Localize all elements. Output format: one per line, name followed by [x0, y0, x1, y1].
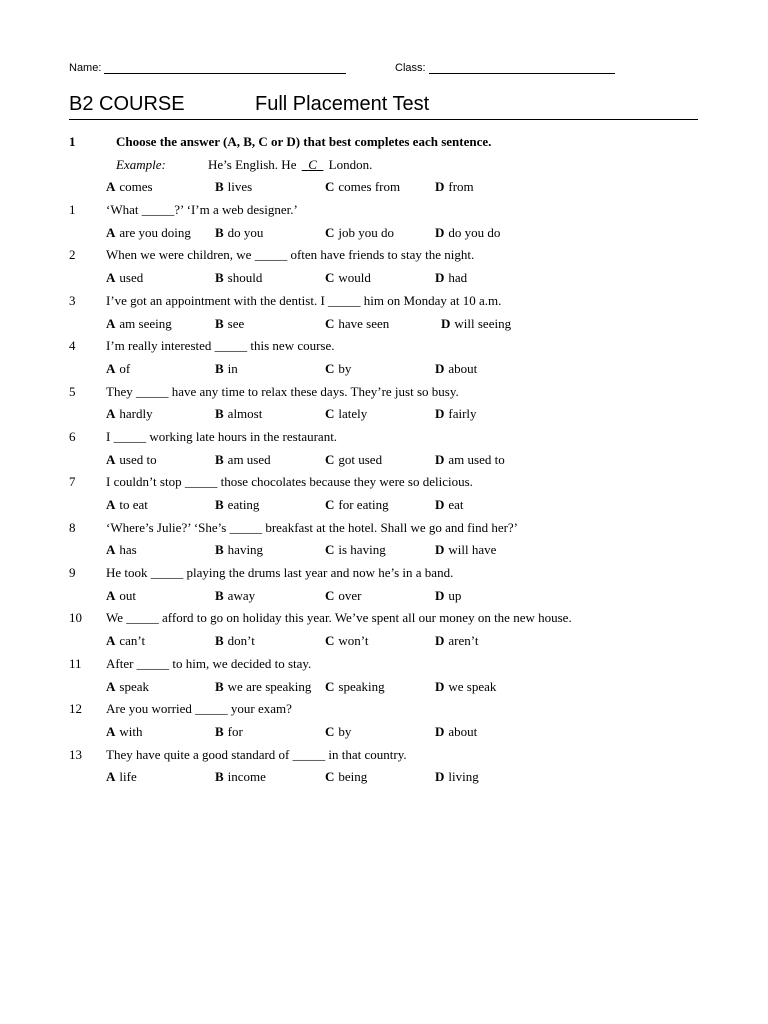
option-text: are you doing — [119, 224, 191, 240]
question-text: They have quite a good standard of _____ in that country. — [106, 746, 407, 762]
answer-option-b[interactable] — [215, 721, 243, 744]
option-text: eat — [448, 497, 464, 512]
option-text: got used — [338, 451, 383, 467]
question-row — [69, 517, 709, 540]
answer-option-b[interactable] — [215, 676, 311, 699]
option-text: hardly — [119, 406, 153, 422]
test-title: Full Placement Test — [255, 93, 430, 115]
option-letter: A — [106, 224, 116, 240]
question-row — [69, 199, 709, 222]
option-letter: A — [106, 179, 116, 195]
question-text: ‘Where’s Julie?’ ‘She’s _____ breakfast at the hotel. Shall we go and find her?’ — [106, 519, 519, 535]
answer-option-b[interactable] — [215, 630, 255, 653]
option-text: to eat — [119, 497, 148, 512]
question-number: 5 — [69, 383, 76, 399]
question-text: When we were children, we _____ often have friends to stay the night. — [106, 247, 475, 263]
option-letter: D — [435, 360, 445, 376]
answer-option-d[interactable] — [435, 267, 467, 290]
question-text: I’m really interested _____ this new course. — [106, 338, 335, 354]
answer-options-row — [69, 358, 709, 381]
option-letter: A — [106, 723, 116, 739]
answer-option-b[interactable] — [215, 494, 259, 517]
option-text: up — [448, 587, 462, 603]
question-row — [69, 244, 709, 267]
answer-option-b[interactable] — [215, 403, 262, 426]
option-text: from — [448, 179, 474, 195]
answer-option-d[interactable] — [435, 585, 461, 608]
question-row — [69, 653, 709, 676]
option-letter: C — [325, 587, 335, 603]
option-text: don’t — [227, 633, 255, 649]
question-number: 4 — [69, 338, 76, 354]
option-letter: D — [435, 451, 445, 467]
answer-option-a[interactable] — [106, 494, 148, 517]
option-text: used to — [119, 451, 157, 467]
option-letter: C — [325, 179, 335, 195]
example-label: Example: — [116, 156, 166, 172]
section-instruction: Choose the answer (A, B, C or D) that best completes each sentence. — [116, 134, 492, 149]
question-number: 7 — [69, 474, 76, 490]
option-letter: B — [215, 179, 224, 195]
option-text: by — [338, 360, 352, 376]
option-text: eating — [227, 497, 260, 512]
answer-option-d[interactable] — [435, 494, 464, 517]
option-text: for eating — [338, 497, 389, 512]
option-text: will seeing — [454, 315, 512, 331]
option-text: comes — [119, 179, 153, 195]
answer-options-row — [69, 539, 709, 562]
option-letter: B — [215, 678, 224, 694]
example-option-d — [435, 176, 474, 199]
option-letter: D — [435, 406, 445, 422]
option-text: had — [448, 270, 468, 286]
option-text: for — [227, 723, 243, 739]
question-text: They _____ have any time to relax these days. They’re just so busy. — [106, 383, 459, 399]
option-letter: C — [325, 633, 335, 649]
option-letter: B — [215, 406, 224, 422]
option-letter: D — [435, 542, 445, 558]
answer-option-d[interactable] — [435, 630, 478, 653]
option-text: do you — [227, 224, 264, 240]
answer-option-b[interactable] — [215, 358, 238, 381]
option-text: will have — [448, 542, 497, 558]
option-letter: D — [435, 179, 445, 195]
answer-options-row — [69, 494, 709, 517]
answer-option-c[interactable] — [325, 585, 362, 608]
answer-option-a[interactable] — [106, 766, 137, 789]
answer-option-c[interactable] — [325, 313, 389, 336]
option-text: comes from — [338, 179, 401, 195]
question-text: I _____ working late hours in the restaurant. — [106, 428, 338, 444]
answer-option-c[interactable] — [325, 721, 351, 744]
option-text: job you do — [338, 224, 395, 240]
option-text: away — [227, 587, 256, 603]
answer-option-c[interactable] — [325, 222, 394, 245]
option-text: have seen — [338, 315, 390, 331]
answer-option-c[interactable] — [325, 630, 369, 653]
option-text: out — [119, 587, 137, 603]
question-row — [69, 426, 709, 449]
answer-option-a[interactable] — [106, 222, 191, 245]
option-text: can’t — [119, 633, 146, 649]
option-letter: D — [435, 769, 445, 785]
question-row — [69, 562, 709, 585]
option-letter: B — [215, 769, 224, 785]
option-text: do you do — [448, 224, 501, 240]
answer-options-row — [69, 403, 709, 426]
option-letter: B — [215, 633, 224, 649]
answer-options-row — [69, 222, 709, 245]
option-letter: A — [106, 769, 116, 785]
answer-option-c[interactable] — [325, 494, 389, 517]
answer-option-a[interactable] — [106, 539, 137, 562]
answer-option-a[interactable] — [106, 449, 157, 472]
option-text: being — [338, 769, 368, 785]
answer-options-row — [69, 766, 709, 789]
example-row — [69, 154, 709, 177]
answer-option-a[interactable] — [106, 630, 145, 653]
option-text: of — [119, 360, 131, 376]
question-number: 8 — [69, 519, 76, 535]
question-number: 11 — [69, 655, 82, 671]
class-field — [395, 61, 615, 74]
option-letter: B — [215, 723, 224, 739]
option-letter: A — [106, 315, 116, 331]
name-blank-line — [104, 61, 346, 74]
name-field — [69, 61, 346, 74]
option-text: we speak — [448, 678, 497, 694]
question-row — [69, 335, 709, 358]
answer-option-a[interactable] — [106, 313, 172, 336]
option-letter: B — [215, 315, 224, 331]
section-number: 1 — [69, 134, 76, 149]
option-text: life — [119, 769, 137, 785]
answer-options-row — [69, 721, 709, 744]
answer-option-b[interactable] — [215, 585, 255, 608]
class-blank-line — [429, 61, 615, 74]
example-text-before: He’s English. He — [208, 156, 300, 172]
answer-option-c[interactable] — [325, 403, 367, 426]
question-list — [69, 199, 709, 789]
example-answer — [300, 154, 326, 177]
option-letter: D — [435, 270, 445, 286]
question-number: 1 — [69, 202, 76, 218]
answer-option-d[interactable] — [435, 721, 477, 744]
question-section — [69, 131, 709, 789]
option-letter: C — [325, 542, 335, 558]
answer-options-row — [69, 449, 709, 472]
example-answer-letter: C — [308, 156, 317, 172]
option-letter: B — [215, 360, 224, 376]
answer-option-c[interactable] — [325, 539, 386, 562]
answer-option-d[interactable] — [441, 313, 511, 336]
option-letter: A — [106, 406, 116, 422]
question-text: ‘What _____?’ ‘I’m a web designer.’ — [106, 202, 298, 218]
option-text: having — [227, 542, 264, 558]
option-letter: A — [106, 587, 116, 603]
option-letter: C — [325, 315, 335, 331]
question-number: 9 — [69, 565, 76, 581]
option-text: about — [448, 360, 478, 376]
question-text: He took _____ playing the drums last year and now he’s in a band. — [106, 565, 454, 581]
option-letter: C — [325, 224, 335, 240]
question-number: 12 — [69, 701, 82, 717]
option-text: see — [227, 315, 245, 331]
option-letter: A — [106, 497, 116, 512]
answer-option-b[interactable] — [215, 267, 262, 290]
option-letter: C — [325, 723, 335, 739]
example-option-c — [325, 176, 400, 199]
answer-option-a[interactable] — [106, 676, 149, 699]
answer-option-d[interactable] — [435, 358, 477, 381]
question-row — [69, 381, 709, 404]
question-number: 13 — [69, 746, 82, 762]
option-letter: D — [435, 678, 445, 694]
answer-option-b[interactable] — [215, 766, 266, 789]
option-letter: C — [325, 270, 335, 286]
student-info-row — [69, 61, 698, 77]
option-letter: C — [325, 678, 335, 694]
answer-option-c[interactable] — [325, 358, 351, 381]
page-title-row — [69, 93, 698, 120]
option-letter: C — [325, 769, 335, 785]
class-label: Class: — [395, 62, 426, 74]
answer-option-d[interactable] — [435, 222, 500, 245]
option-text: lately — [338, 406, 368, 422]
question-text: I’ve got an appointment with the dentist. I _____ him on Monday at 10 a.m. — [106, 292, 502, 308]
answer-option-c[interactable] — [325, 676, 385, 699]
question-row — [69, 698, 709, 721]
answer-option-c[interactable] — [325, 766, 367, 789]
course-title: B2 COURSE — [69, 93, 185, 115]
answer-option-a[interactable] — [106, 721, 143, 744]
question-row — [69, 744, 709, 767]
answer-option-d[interactable] — [435, 449, 505, 472]
option-letter: B — [215, 224, 224, 240]
answer-options-row — [69, 585, 709, 608]
answer-options-row — [69, 676, 709, 699]
option-letter: C — [325, 451, 335, 467]
answer-option-d[interactable] — [435, 403, 477, 426]
name-label: Name: — [69, 62, 102, 74]
option-text: used — [119, 270, 144, 286]
option-text: almost — [227, 406, 263, 422]
answer-option-a[interactable] — [106, 358, 130, 381]
question-number: 10 — [69, 610, 82, 626]
option-text: living — [448, 769, 479, 785]
option-text: with — [119, 723, 143, 739]
answer-option-c[interactable] — [325, 449, 382, 472]
option-text: speaking — [338, 678, 385, 694]
question-row — [69, 607, 709, 630]
question-text: I couldn’t stop _____ those chocolates because they were so delicious. — [106, 474, 473, 490]
option-text: am used — [227, 451, 271, 467]
option-text: about — [448, 723, 478, 739]
option-text: is having — [338, 542, 386, 558]
option-letter: D — [435, 224, 445, 240]
question-number: 3 — [69, 292, 76, 308]
option-text: aren’t — [448, 633, 479, 649]
answer-options-row — [69, 630, 709, 653]
option-text: over — [338, 587, 362, 603]
option-letter: A — [106, 360, 116, 376]
option-text: lives — [227, 179, 253, 195]
answer-option-b[interactable] — [215, 313, 244, 336]
option-letter: A — [106, 678, 116, 694]
answer-options-row — [69, 267, 709, 290]
example-option-a — [106, 176, 153, 199]
option-text: we are speaking — [227, 678, 312, 694]
option-text: by — [338, 723, 352, 739]
section-heading — [69, 131, 709, 154]
answer-option-d[interactable] — [435, 539, 496, 562]
answer-option-b[interactable] — [215, 222, 263, 245]
answer-option-d[interactable] — [435, 676, 496, 699]
option-text: am used to — [448, 451, 505, 467]
option-letter: D — [435, 587, 445, 603]
example-text-after: London. — [325, 156, 373, 172]
option-letter: A — [106, 270, 116, 286]
option-letter: C — [325, 360, 335, 376]
example-sentence — [208, 154, 372, 177]
question-text: Are you worried _____ your exam? — [106, 701, 292, 717]
question-row — [69, 290, 709, 313]
option-letter: B — [215, 270, 224, 286]
example-options-row — [69, 176, 709, 199]
option-text: speak — [119, 678, 149, 694]
answer-option-a[interactable] — [106, 585, 136, 608]
option-letter: D — [441, 315, 451, 331]
option-text: should — [227, 270, 263, 286]
answer-option-c[interactable] — [325, 267, 371, 290]
answer-option-a[interactable] — [106, 403, 153, 426]
answer-option-d[interactable] — [435, 766, 479, 789]
answer-option-b[interactable] — [215, 449, 271, 472]
option-letter: D — [435, 723, 445, 739]
question-text: After _____ to him, we decided to stay. — [106, 655, 312, 671]
option-letter: B — [215, 542, 224, 558]
option-text: won’t — [338, 633, 369, 649]
option-letter: D — [435, 497, 445, 512]
option-text: has — [119, 542, 137, 558]
option-letter: B — [215, 451, 224, 467]
option-letter: C — [325, 497, 335, 512]
option-text: in — [227, 360, 238, 376]
option-text: would — [338, 270, 371, 286]
example-option-b — [215, 176, 252, 199]
answer-option-b[interactable] — [215, 539, 263, 562]
option-text: fairly — [448, 406, 477, 422]
option-letter: B — [215, 587, 224, 603]
question-text: We _____ afford to go on holiday this year. We’ve spent all our money on the new house. — [106, 610, 572, 626]
answer-options-row — [69, 313, 709, 336]
option-text: income — [227, 769, 266, 785]
option-text: am seeing — [119, 315, 172, 331]
question-row — [69, 471, 709, 494]
option-letter: A — [106, 542, 116, 558]
option-letter: A — [106, 633, 116, 649]
question-number: 6 — [69, 428, 76, 444]
option-letter: C — [325, 406, 335, 422]
answer-option-a[interactable] — [106, 267, 143, 290]
option-letter: B — [215, 497, 224, 512]
question-number: 2 — [69, 247, 76, 263]
option-letter: A — [106, 451, 116, 467]
option-letter: D — [435, 633, 445, 649]
